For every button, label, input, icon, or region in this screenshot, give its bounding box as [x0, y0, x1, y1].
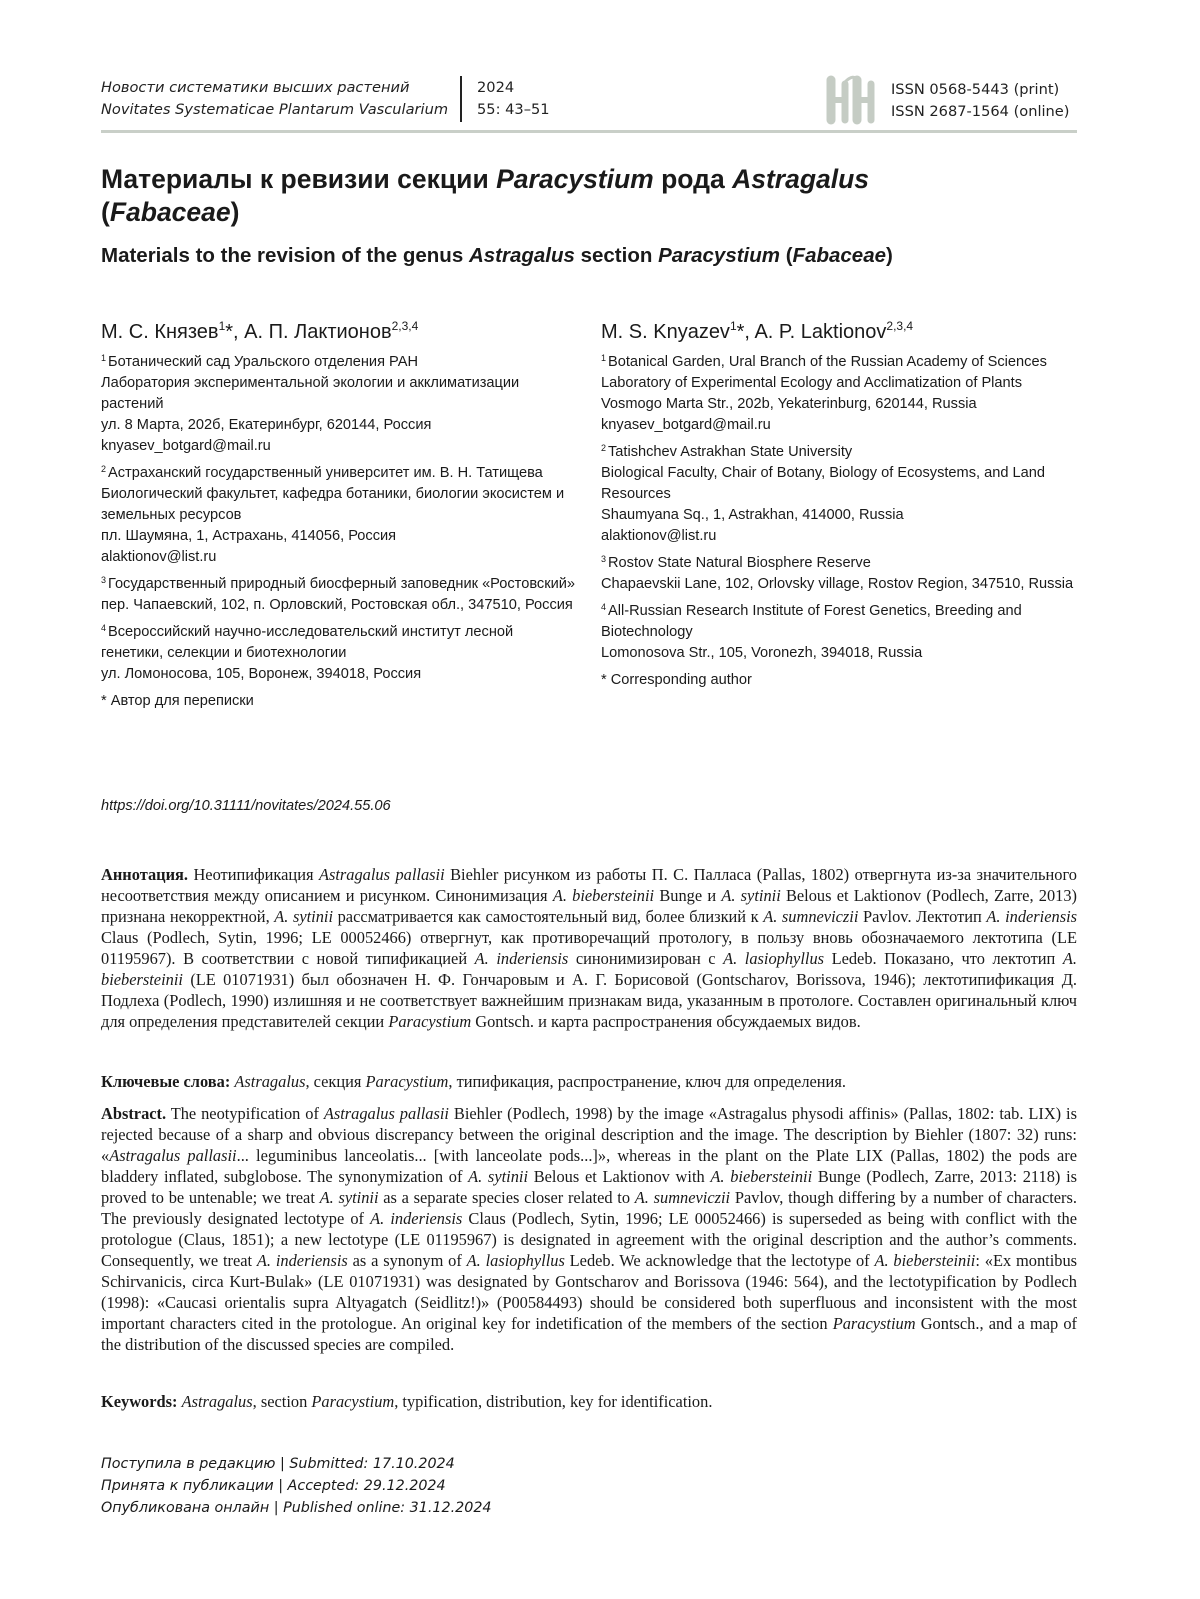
- taxon-name: A. sumneviczii: [763, 907, 859, 926]
- text-segment: Gontsch., and a map of the distribution of the discussed species are compiled.: [101, 1314, 1077, 1354]
- affiliation-line: Laboratory of Experimental Ecology and Acclimatization of Plants: [601, 375, 1023, 391]
- section-label: Abstract.: [101, 1104, 167, 1123]
- affiliation-email[interactable]: knyasev_botgard@mail.ru: [101, 438, 271, 454]
- authors-column-en: [601, 318, 1079, 691]
- journal-header: [101, 74, 1077, 130]
- title-ru-taxon: Astragalus: [732, 164, 870, 194]
- title-ru: [101, 163, 1061, 229]
- header-divider: [460, 76, 462, 122]
- taxon-name: A. lasiophyllus: [723, 949, 825, 968]
- taxon-name: A. sumneviczii: [634, 1188, 731, 1207]
- affiliation-email[interactable]: knyasev_botgard@mail.ru: [601, 417, 771, 433]
- text-segment: Ledeb. We acknowledge that the lectotype of: [564, 1251, 875, 1270]
- issue-info: [477, 77, 550, 121]
- text-segment: Pavlov. Лектотип: [858, 907, 987, 926]
- affiliation-line: ул. 8 Марта, 202б, Екатеринбург, 620144, Россия: [101, 417, 432, 433]
- text-segment: , typification, distribution, key for identification.: [394, 1392, 713, 1411]
- affiliation-email[interactable]: alaktionov@list.ru: [601, 528, 717, 544]
- affiliation-number: 1: [601, 353, 607, 363]
- title-en-taxon: Paracystium: [658, 244, 781, 267]
- taxon-name: A. inderiensis: [370, 1209, 463, 1228]
- affiliation-ru: [101, 622, 579, 685]
- affiliation-en: [601, 442, 1079, 547]
- journal-logo-icon: [821, 74, 877, 126]
- issue-volume-pages: 55: 43–51: [477, 101, 550, 118]
- affiliation-number: 1: [101, 353, 107, 363]
- text-segment: , типификация, распространение, ключ для определения.: [448, 1072, 846, 1091]
- text-segment: as a separate species closer related to: [378, 1188, 635, 1207]
- author-separator: ,: [744, 321, 755, 343]
- taxon-name: A. sytinii: [319, 1188, 379, 1207]
- corresponding-mark: *: [225, 321, 234, 343]
- taxon-name: A. inderiensis: [256, 1251, 348, 1270]
- doi-link[interactable]: https://doi.org/10.31111/novitates/2024.55.06: [101, 798, 391, 814]
- affiliation-number: 4: [101, 623, 107, 633]
- affiliation-line: Vosmogo Marta Str., 202b, Yekaterinburg, 620144, Russia: [601, 396, 977, 412]
- journal-name-la: Novitates Systematicae Plantarum Vascularium: [101, 101, 449, 118]
- date-accepted: Принята к публикации | Accepted: 29.12.2024: [101, 1478, 446, 1494]
- taxon-name: Paracystium: [388, 1012, 472, 1031]
- affiliation-ru: [101, 574, 579, 616]
- text-segment: Bunge (Podlech, Zarre, 2013: 2118) is proved to be untenable; we treat: [101, 1167, 1077, 1207]
- title-ru-part: ): [230, 197, 240, 227]
- author-name: A. P. Laktionov: [754, 321, 887, 343]
- text-segment: , секция: [305, 1072, 366, 1091]
- abstract-ru: [101, 864, 1077, 1032]
- author-separator: ,: [233, 321, 245, 343]
- affiliation-line: Biological Faculty, Chair of Botany, Biology of Ecosystems, and Land Resources: [601, 465, 1045, 502]
- taxon-name: A. biebersteinii: [710, 1167, 813, 1186]
- title-ru-part: Материалы к ревизии секции: [101, 164, 497, 194]
- publication-dates: [101, 1453, 492, 1519]
- author-affiliation-ref: 1: [729, 319, 737, 333]
- affiliation-line: Lomonosova Str., 105, Voronezh, 394018, Russia: [601, 645, 923, 661]
- affiliation-number: 2: [101, 464, 107, 474]
- authors-column-ru: [101, 318, 579, 712]
- text-segment: рассматривается как самостоятельный вид, более близкий к: [333, 907, 764, 926]
- author-affiliation-ref: 2,3,4: [886, 319, 914, 333]
- taxon-name: A. sytinii: [721, 886, 781, 905]
- taxon-name: Astragalus: [181, 1392, 253, 1411]
- date-submitted: Поступила в редакцию | Submitted: 17.10.2024: [101, 1456, 455, 1472]
- text-segment: Belous et Laktionov (Podlech, Zarre, 2013) признана некорректной,: [101, 886, 1078, 926]
- affiliation-line: Государственный природный биосферный заповедник «Ростовский»: [108, 576, 576, 592]
- issn-online: ISSN 2687-1564 (online): [891, 103, 1070, 120]
- title-en-part: (: [780, 244, 793, 267]
- taxon-name: Astragalus pallasii: [318, 865, 445, 884]
- affiliation-line: ул. Ломоносова, 105, Воронеж, 394018, Россия: [101, 666, 422, 682]
- affiliation-en: [601, 553, 1079, 595]
- title-en-taxon: Astragalus: [468, 244, 575, 267]
- taxon-name: Astragalus pallasii: [323, 1104, 449, 1123]
- title-en: [101, 241, 1091, 271]
- text-segment: Biehler (Podlech, 1998) by the image «Astragalus physodi affinis» (Pallas, 1802: tab. LIX) is rejected because of a sharp and obvious discrepancy between the original description and the image. The description by Biehler (1807: 32) runs: «: [101, 1104, 1077, 1165]
- title-en-part: section: [574, 244, 659, 267]
- affiliation-line: пер. Чапаевский, 102, п. Орловский, Ростовская обл., 347510, Россия: [101, 597, 573, 613]
- taxon-name: Paracystium: [311, 1392, 395, 1411]
- author-affiliation-ref: 2,3,4: [391, 319, 419, 333]
- affiliation-en: [601, 352, 1079, 436]
- taxon-name: A. sytinii: [468, 1167, 529, 1186]
- affiliation-line: Биологический факультет, кафедра ботаники, биологии экосистем и земельных ресурсов: [101, 486, 565, 523]
- title-ru-part: (: [101, 197, 110, 227]
- journal-names: [101, 77, 448, 121]
- author-affiliation-ref: 1: [218, 319, 226, 333]
- affiliation-line: Астраханский государственный университет им. В. Н. Татищева: [108, 465, 543, 481]
- affiliation-line: All-Russian Research Institute of Forest Genetics, Breeding and Biotechnology: [601, 603, 1022, 640]
- corresponding-note-en: * Corresponding author: [601, 672, 752, 688]
- affiliation-line: пл. Шаумяна, 1, Астрахань, 414056, Россия: [101, 528, 397, 544]
- taxon-name: A. biebersteinii: [101, 949, 1078, 989]
- affiliation-line: Лаборатория экспериментальной экологии и акклиматизации растений: [101, 375, 520, 412]
- taxon-name: A. inderiensis: [986, 907, 1078, 926]
- header-rule: [101, 130, 1077, 133]
- affiliation-ru: [101, 463, 579, 568]
- text-segment: Claus (Podlech, Sytin, 1996; LE 00052466) is superseded as being with conflict with the protologue (Claus, 1851); a new lectotype (LE 01195967) is designated in agreement with the original description and the author’s comments. Consequently, we treat: [101, 1209, 1077, 1270]
- author-name: А. П. Лактионов: [244, 321, 392, 343]
- keywords-en: [101, 1391, 1077, 1412]
- date-published: Опубликована онлайн | Published online: 31.12.2024: [101, 1500, 492, 1516]
- issn-block: [891, 79, 1069, 123]
- title-en-taxon: Fabaceae: [792, 244, 886, 267]
- affiliation-line: Всероссийский научно-исследовательский институт лесной генетики, селекции и биотехнологии: [101, 624, 514, 661]
- taxon-name: A. inderiensis: [474, 949, 569, 968]
- title-en-part: ): [886, 244, 893, 267]
- text-segment: Gontsch. и карта распространения обсуждаемых видов.: [471, 1012, 861, 1031]
- issn-print: ISSN 0568-5443 (print): [891, 81, 1060, 98]
- affiliation-email[interactable]: alaktionov@list.ru: [101, 549, 217, 565]
- abstract-en: [101, 1103, 1077, 1355]
- taxon-name: A. biebersteinii: [552, 886, 655, 905]
- title-ru-taxon: Paracystium: [496, 164, 654, 194]
- corresponding-note-ru: * Автор для переписки: [101, 693, 254, 709]
- text-segment: as a synonym of: [347, 1251, 467, 1270]
- taxon-name: Paracystium: [365, 1072, 449, 1091]
- title-en-part: Materials to the revision of the genus: [101, 244, 469, 267]
- affiliation-line: Tatishchev Astrakhan State University: [608, 444, 853, 460]
- issue-year: 2024: [477, 79, 515, 96]
- affiliation-line: Ботанический сад Уральского отделения РАН: [108, 354, 419, 370]
- section-label: Аннотация.: [101, 865, 189, 884]
- text-segment: Pavlov, though differing by a number of characters. The previously designated lectotype of: [101, 1188, 1077, 1228]
- author-name: М. С. Князев: [101, 321, 219, 343]
- text-segment: Belous et Laktionov with: [528, 1167, 711, 1186]
- title-ru-part: рода: [653, 164, 733, 194]
- affiliation-line: Rostov State Natural Biosphere Reserve: [608, 555, 871, 571]
- section-label: Ключевые слова:: [101, 1072, 231, 1091]
- affiliation-number: 2: [601, 443, 607, 453]
- text-segment: Неотипификация: [188, 865, 319, 884]
- affiliation-line: Shaumyana Sq., 1, Astrakhan, 414000, Russia: [601, 507, 904, 523]
- authors-en: [601, 318, 1079, 346]
- taxon-name: A. sytinii: [274, 907, 334, 926]
- section-label: Keywords:: [101, 1392, 178, 1411]
- affiliation-line: Botanical Garden, Ural Branch of the Russian Academy of Sciences: [608, 354, 1047, 370]
- author-name: M. S. Knyazev: [601, 321, 730, 343]
- text-segment: синонимизирован с: [568, 949, 724, 968]
- journal-name-ru: Новости систематики высших растений: [101, 79, 410, 96]
- affiliation-en: [601, 601, 1079, 664]
- affiliation-number: 4: [601, 602, 607, 612]
- text-segment: ... leguminibus lanceolatis... [with lanceolate pods...]», whereas in the plant on the Plate LIX (Pallas, 1802) the pods are bladdery inflated, subglobose. The synonymization of: [101, 1146, 1077, 1186]
- keywords-ru: [101, 1071, 1077, 1092]
- text-segment: Ledeb. Показано, что лектотип: [824, 949, 1063, 968]
- taxon-name: Paracystium: [832, 1314, 916, 1333]
- affiliation-number: 3: [601, 554, 607, 564]
- text-segment: (LE 01071931) был обозначен Н. Ф. Гончаровым и А. Г. Борисовой (Gontscharov, Borissova, 1946); лектотипификация Д. Подлеха (Podlech, 1990) излишняя и не соответствует важнейшим признакам вида, указанным в протологе. Составлен оригинальный ключ для определения представителей секции: [101, 970, 1077, 1031]
- taxon-name: Astragalus pallasii: [109, 1146, 237, 1165]
- text-segment: The neotypification of: [166, 1104, 324, 1123]
- taxon-name: A. lasiophyllus: [466, 1251, 565, 1270]
- authors-ru: [101, 318, 579, 346]
- text-segment: : «Ex montibus Schirvanicis, circa Kurt-Bulak» (LE 01071931) was designated by Gontscharov and Borissova (1946: 564), and the lectotypification by Podlech (1998): «Caucasi orientalis supra Altyagatch (Seidlitz!)» (P00584493) should be considered both superfluous and inconsistent with the most important characters cited in the protologue. An original key for indetification of the members of the section: [101, 1251, 1078, 1333]
- text-segment: , section: [252, 1392, 312, 1411]
- text-segment: Claus (Podlech, Sytin, 1996; LE 00052466) отвергнут, как противоречащий протологу, в пользу вновь обозначаемого лектотипа (LE 01195967). В соответствии с новой типификацией: [101, 928, 1077, 968]
- affiliation-number: 3: [101, 575, 107, 585]
- affiliation-line: Chapaevskii Lane, 102, Orlovsky village, Rostov Region, 347510, Russia: [601, 576, 1074, 592]
- affiliation-ru: [101, 352, 579, 457]
- taxon-name: A. biebersteinii: [874, 1251, 976, 1270]
- text-segment: Bunge и: [654, 886, 722, 905]
- taxon-name: Astragalus: [234, 1072, 306, 1091]
- corresponding-mark: *: [736, 321, 745, 343]
- text-segment: Biehler рисунком из работы П. С. Палласа (Pallas, 1802) отвергнута из-за значительного несоответствия между описанием и рисунком. Синонимизация: [101, 865, 1077, 905]
- title-ru-taxon: Fabaceae: [109, 197, 231, 227]
